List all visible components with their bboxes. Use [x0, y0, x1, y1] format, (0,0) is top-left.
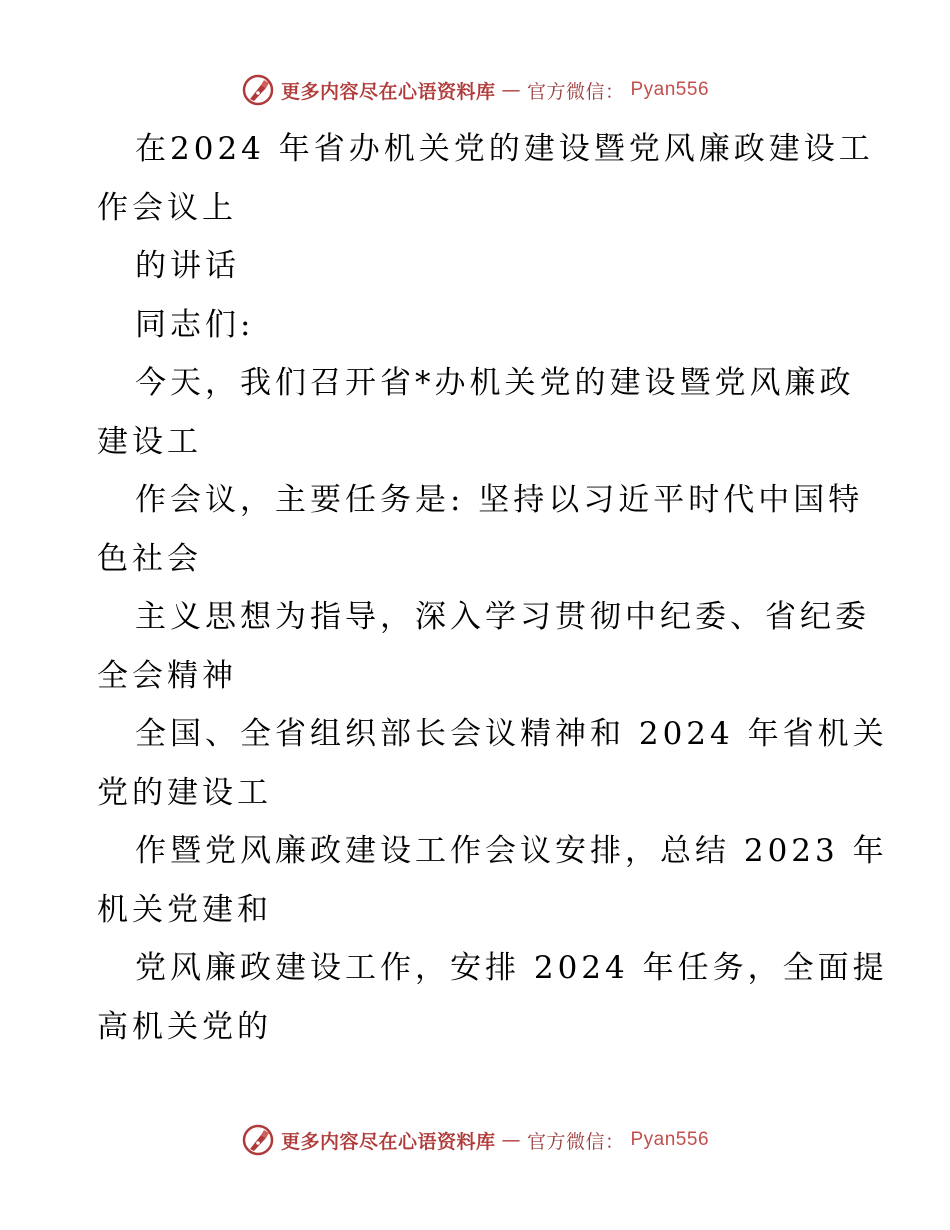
- document-line: 同志们:: [135, 306, 255, 343]
- document-line: 党风廉政建设工作，安排 2024 年任务，全面提: [135, 950, 888, 986]
- document-line: 作会议上: [97, 189, 237, 226]
- document-line: 全会精神: [97, 657, 237, 694]
- document-body: [97, 120, 888, 1056]
- document-line: 全国、全省组织部长会议精神和 2024 年省机关: [135, 716, 888, 752]
- document-line: 的讲话: [135, 248, 240, 284]
- watermark-contact-label: 官方微信：: [526, 1130, 625, 1153]
- document-line: 今天，我们召开省*办机关党的建设暨党风廉政: [135, 365, 855, 401]
- watermark-separator: —: [501, 1129, 521, 1151]
- document-line: 主义思想为指导，深入学习贯彻中纪委、省纪委: [135, 599, 870, 635]
- watermark-banner-top: [0, 70, 950, 110]
- document-line: 建设工: [97, 423, 202, 460]
- pen-nib-logo-icon: [241, 1123, 275, 1157]
- watermark-contact-label: 官方微信：: [526, 80, 625, 103]
- watermark-banner-bottom: [0, 1120, 950, 1160]
- document-line: 作会议，主要任务是: 坚持以习近平时代中国特: [135, 482, 864, 518]
- document-line: 色社会: [97, 540, 202, 577]
- watermark-contact-id: Pyan556: [630, 1129, 710, 1150]
- document-line: 在2024 年省办机关党的建设暨党风廉政建设工: [135, 131, 874, 167]
- watermark-main-text: 更多内容尽在心语资料库: [280, 80, 496, 103]
- document-line: 作暨党风廉政建设工作会议安排，总结 2023 年: [135, 833, 888, 869]
- document-line: 党的建设工: [97, 774, 272, 811]
- watermark-separator: —: [501, 79, 521, 101]
- watermark-main-text: 更多内容尽在心语资料库: [280, 1130, 496, 1153]
- watermark-contact-id: Pyan556: [630, 79, 710, 100]
- document-line: 高机关党的: [97, 1008, 272, 1045]
- document-line: 机关党建和: [97, 891, 272, 928]
- pen-nib-logo-icon: [241, 73, 275, 107]
